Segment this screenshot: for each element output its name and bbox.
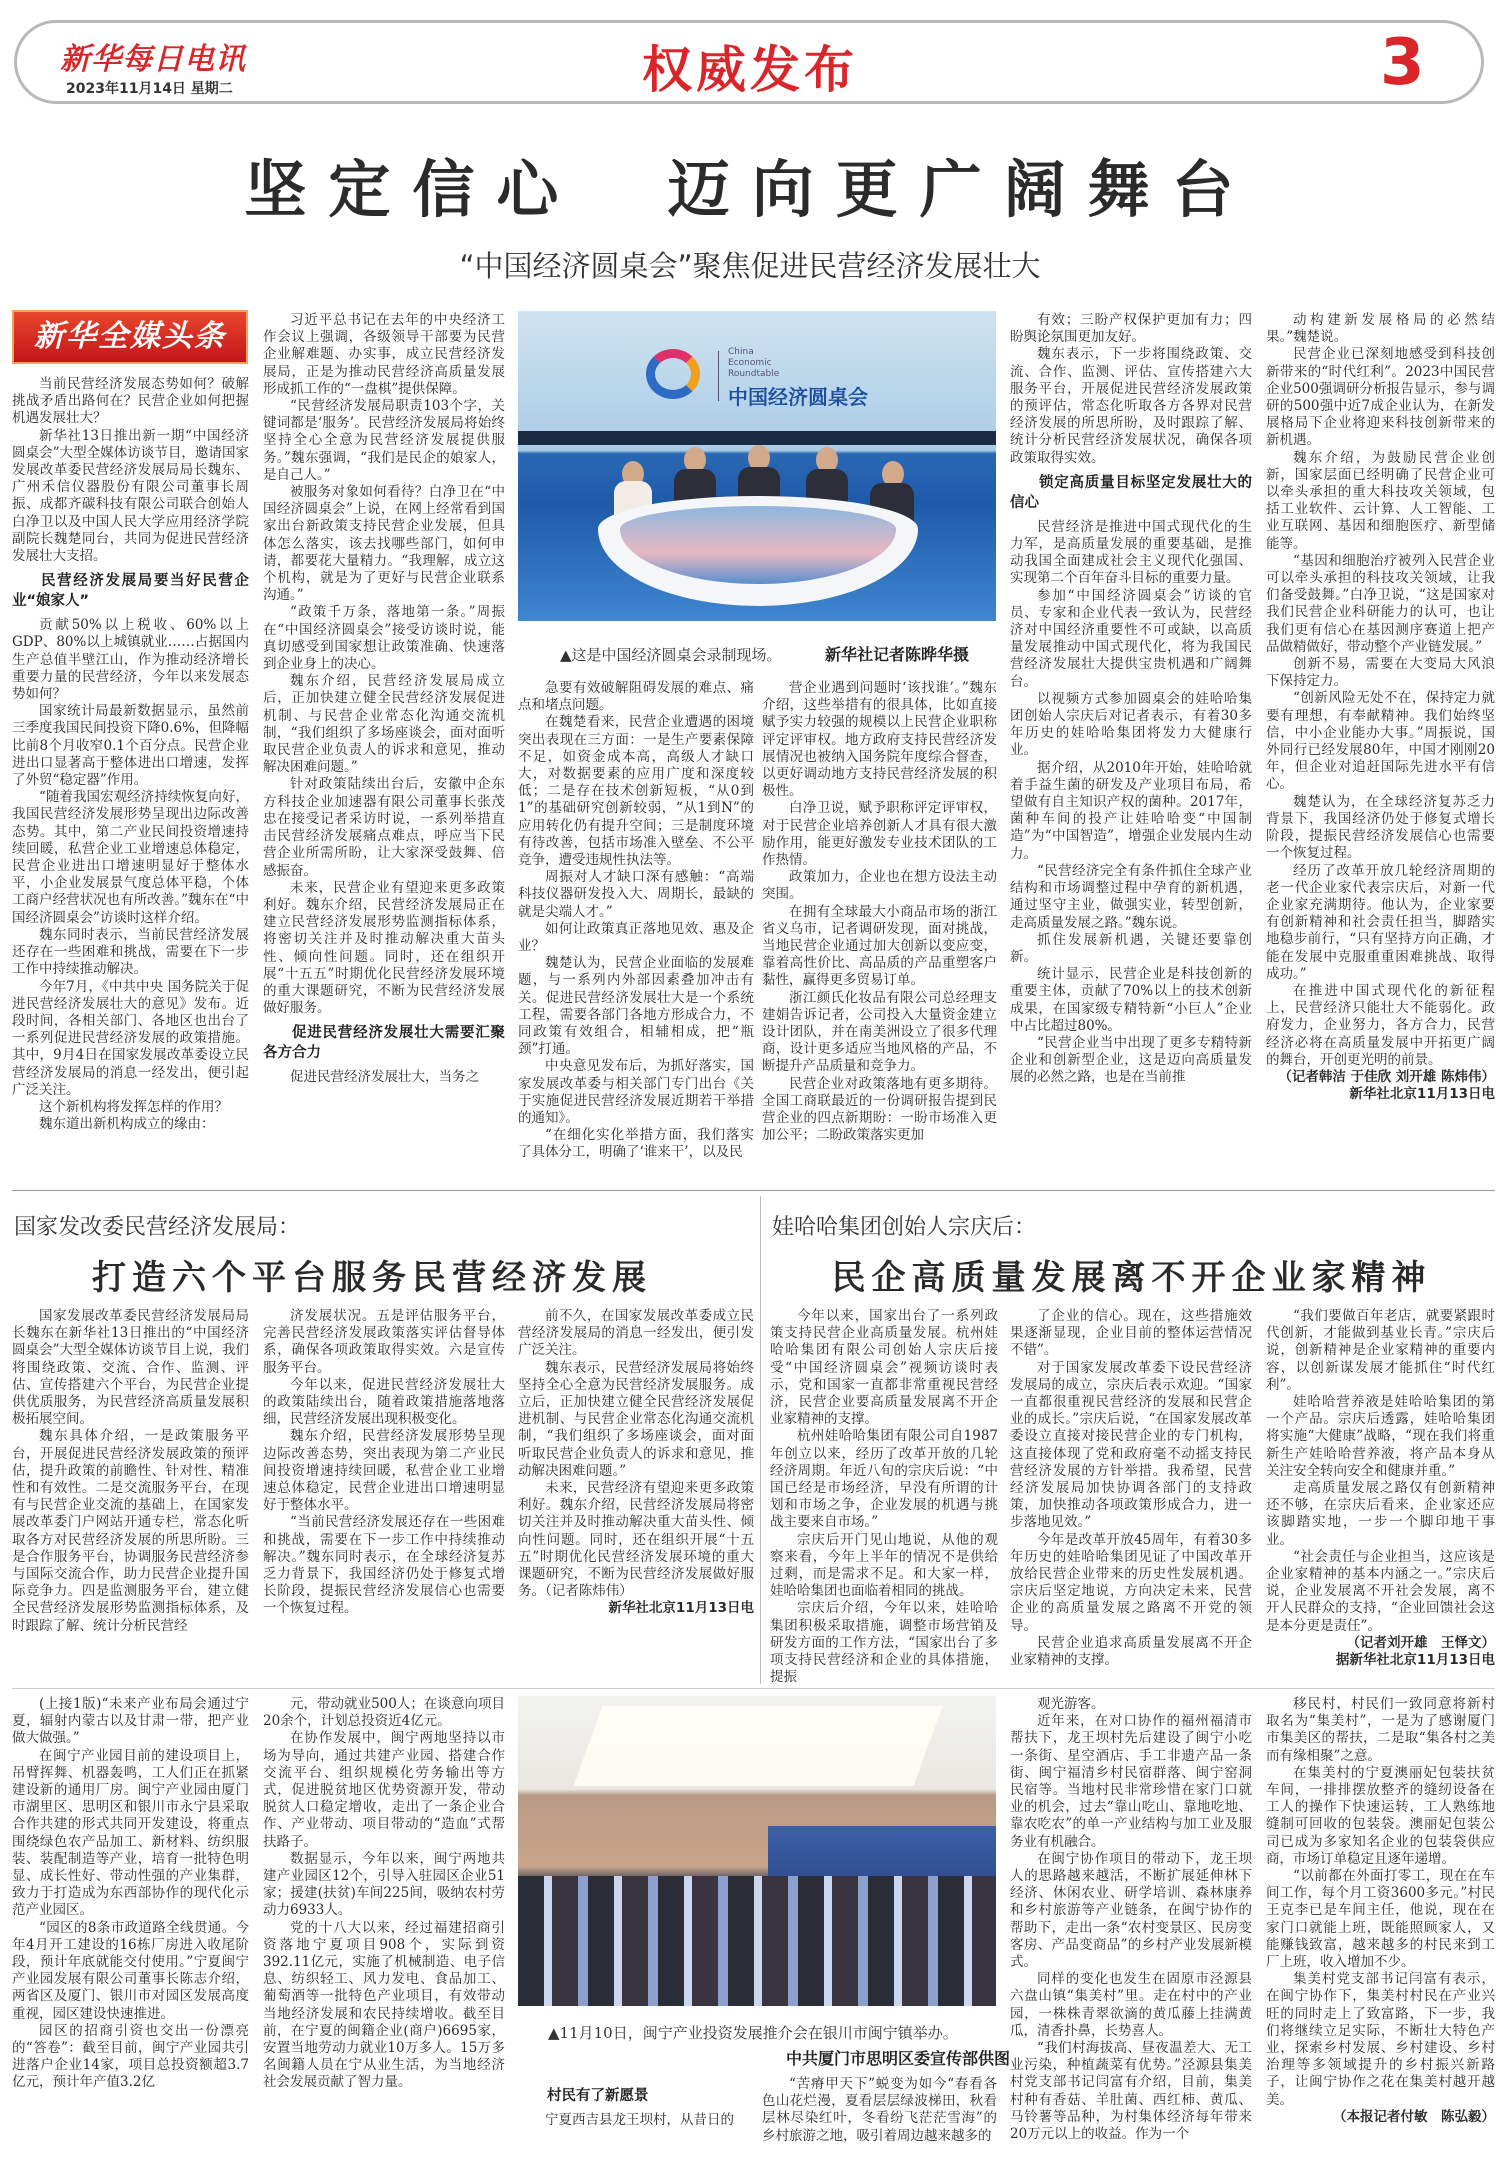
lower-column-6 bbox=[1266, 1696, 1495, 2126]
logo-en-1: China bbox=[728, 347, 754, 357]
paragraph: 在协作发展中，闽宁两地坚持以市场为导向，通过共建产业园、搭建合作交流平台、组织规模化劳务输出等方式，促进脱贫地区优势资源开发，带动脱贫人口稳定增收，走出了一条企业合作、产业带动、项目带动的“造血”式帮扶路子。 bbox=[263, 1730, 505, 1850]
paragraph: “民营企业当中出现了更多专精特新企业和创新型企业，这是迈向高质量发展的必然之路，也是在当前推 bbox=[1010, 1034, 1252, 1086]
paragraph: “基因和细胞治疗被列入民营企业可以牵头承担的科技攻关领域，让我们备受鼓舞。”白净卫说，“这是国家对我们民营企业科研能力的认可，也让我们更有信心在基因测序赛道上把产品做精做好，带动整个产业链发展。” bbox=[1266, 552, 1495, 655]
paragraph: 数据显示，今年以来，闽宁两地共建产业园区12个，引导入驻园区企业51家；援建(扶贫)车间225间，吸纳农村劳动力6933人。 bbox=[263, 1850, 505, 1919]
paragraph: 元，带动就业500人；在谈意向项目20余个，计划总投资近4亿元。 bbox=[263, 1696, 505, 1730]
paragraph: 未来，民营企业有望迎来更多政策利好。魏东介绍，民营经济发展局正在建立民营经济发展形势监测指标体系，将密切关注并及时推动解决重大苗头性、倾向性问题。同时，还在组织开展“十五五”时期优化民营经济发展环境的重大课题研究，不断为民营经济发展做好服务。 bbox=[263, 879, 505, 1017]
lead-column-6 bbox=[1266, 312, 1495, 1103]
photo-caption: ▲这是中国经济圆桌会录制现场。 bbox=[560, 646, 782, 664]
paragraph: 贡献50%以上税收、60%以上GDP、80%以上城镇就业……占据国内生产总值半壁江山，作为推动经济增长重要力量的民营经济，今年以来发展态势如何？ bbox=[12, 617, 249, 703]
paragraph: (上接1版)“未来产业布局会通过宁夏，辐射内蒙古以及甘肃一带，把产业做大做强。” bbox=[12, 1696, 249, 1747]
logo-en-3: Roundtable bbox=[728, 369, 780, 379]
byline: （本报记者付敏 陈弘毅） bbox=[1333, 2108, 1495, 2125]
paragraph: 被服务对象如何看待？白净卫在“中国经济圆桌会”上说，在网上经常看到国家出台新政策支持民营企业发展，但具体怎么落实，该去找哪些部门，如何申请，都要花大量精力。“我理解，成立这个机构，就是为了更好与民营企业联系沟通。” bbox=[263, 484, 505, 604]
left-article-column-1 bbox=[12, 1308, 249, 1635]
byline: （记者韩洁 于佳欣 刘开雄 陈炜伟）新华社北京11月13日电 bbox=[1278, 1068, 1495, 1103]
paragraph: 观光游客。 bbox=[1037, 1696, 1105, 1712]
paragraph: 据介绍，从2010年开始，娃哈哈就着手益生菌的研发及产业项目布局，希望做有自主知识产权的菌种。2017年，菌种车间的投产让娃哈哈变“中国制造”为“中国智造”，增强企业发展内生动力。 bbox=[1010, 759, 1252, 862]
paragraph: 在推进中国式现代化的新征程上，民营经济只能壮大不能弱化。政府发力，企业努力，各方合力，民营经济必将在高质量发展中开拓更广阔的舞台，开创更光明的前景。 bbox=[1266, 982, 1495, 1068]
paragraph: 济发展状况。五是评估服务平台，完善民营经济发展政策落实评估督导体系，确保各项政策取得实效。六是宣传服务平台。 bbox=[263, 1308, 505, 1376]
paragraph: 如何让政策真正落地见效、惠及企业？ bbox=[518, 920, 754, 955]
lead-column-5 bbox=[1010, 312, 1252, 1087]
paragraph: “民营经济发展局职责103个字，关键词都是‘服务’。民营经济发展局将始终坚持全心全意为民营经济发展提供服务。”魏东强调，“我们是民企的娘家人，是自己人。” bbox=[263, 398, 505, 483]
right-article-kicker: 娃哈哈集团创始人宗庆后： bbox=[772, 1215, 1037, 1240]
lower-column-2 bbox=[263, 1696, 505, 2092]
paragraph: “随着我国宏观经济持续恢复向好，我国民营经济发展形势呈现出边际改善态势。其中，第二产业民间投资增速持续回暖，私营企业工业增速总体稳定，民营企业进出口增速明显好于整体水平，小企业发展景气度总体平稳，个体工商户经营状况也有所改善。”魏东在“中国经济圆桌会”访谈时这样介绍。 bbox=[12, 789, 249, 926]
conference-photo-credit: 中共厦门市思明区委宣传部供图 bbox=[786, 2049, 1011, 2068]
paragraph: 民营企业对政策落地有更多期待。全国工商联最近的一份调研报告提到民营企业的四点新期盼：一盼市场准入更加公平；二盼政策落实更加 bbox=[762, 1075, 997, 1144]
paragraph: 中央意见发布后，为抓好落实，国家发展改革委与相关部门专门出台《关于实施促进民营经济发展近期若干举措的通知》。 bbox=[518, 1058, 754, 1127]
paragraph: 针对政策陆续出台后，安徽中企东方科技企业加速器有限公司董事长张茂忠在接受记者采访时说，一系列举措直击民营经济发展痛点难点，呼应当下民营企业所需所盼，让大家深受鼓舞、倍感振奋。 bbox=[263, 776, 505, 879]
paragraph: “苦瘠甲天下”蜕变为如今“春看各色山花烂漫，夏看层层绿波梯田，秋看层林尽染红叶，冬看纷飞茫茫雪海”的乡村旅游之地，吸引着周边越来越多的 bbox=[762, 2076, 997, 2144]
paragraph: 走高质量发展之路仅有创新精神还不够，在宗庆后看来，企业家还应该脚踏实地，一步一个脚印地干事业。 bbox=[1266, 1480, 1495, 1548]
section-title: 权威发布 bbox=[642, 40, 858, 99]
paragraph: 魏东介绍，民营经济发展局成立后，正加快建立健全民营经济发展促进机制、与民营企业常态化沟通交流机制，“我们组织了多场座谈会，面对面听取民营企业负责人的诉求和意见，推动解决困难问题。” bbox=[263, 673, 505, 776]
paragraph: 移民村，村民们一致同意将新村取名为“集美村”，一是为了感谢厦门市集美区的帮扶，二是取“集各村之美而有缘相聚”之意。 bbox=[1266, 1696, 1495, 1764]
paragraph: 浙江颜氏化妆品有限公司总经理支建娟告诉记者，公司投入大量资金建立设计团队，并在南美洲设立了很多代理商，设计更多适应当地风格的产品，不断提升产品质量和竞争力。 bbox=[762, 989, 997, 1075]
paragraph: 魏东介绍，民营经济发展形势呈现边际改善态势，突出表现为第二产业民间投资增速持续回暖，私营企业工业增速总体稳定，民营企业进出口增速明显好于整体水平。 bbox=[263, 1428, 505, 1514]
page-number: 3 bbox=[1380, 26, 1425, 100]
paragraph: 在魏楚看来，民营企业遭遇的困境突出表现在三方面：一是生产要素保障不足，如资金成本高，高级人才缺口大，对数据要素的应用广度和深度较低；二是存在技术创新短板，“从0到1”的基础研究创新较弱，“从1到N”的应用转化仍有提升空间；三是制度环境有待改善，包括市场准入壁垒、不公平竞争，遭受违规性执法等。 bbox=[518, 714, 754, 869]
paragraph: 急要有效破解阻碍发展的难点、痛点和堵点问题。 bbox=[518, 680, 754, 714]
paragraph: “民营经济完全有条件抓住全球产业结构和市场调整过程中孕育的新机遇，通过坚守主业，做强实业，转型创新，走高质量发展之路。”魏东说。 bbox=[1010, 862, 1252, 931]
paragraph: 新华社13日推出新一期“中国经济圆桌会”大型全媒体访谈节目，邀请国家发展改革委民营经济发展局局长魏东、广州禾信仪器股份有限公司董事长周振、成都齐碳科技有限公司联合创始人白净卫以及中国人民大学应用经济学院副院长魏楚同台，共同为促进民营经济发展壮大支招。 bbox=[12, 427, 249, 565]
paragraph: 周振对人才缺口深有感触：“高端科技仪器研发投入大、周期长，最缺的就是尖端人才。” bbox=[518, 869, 754, 920]
roundtable-logo-icon bbox=[646, 349, 700, 399]
paragraph: 参加“中国经济圆桌会”访谈的官员、专家和企业代表一致认为，民营经济对中国经济重要性不可或缺，以高质量发展推动中国式现代化，将为我国民营经济发展壮大提供宝贵机遇和广阔舞台。 bbox=[1010, 587, 1252, 690]
paragraph: “以前都在外面打零工，现在在车间工作，每个月工资3600多元。”村民王克李已是车间主任，他说，现在在家门口就能上班，既能照顾家人，又能赚钱致富，越来越多的村民来到工厂上班，收入增加不少。 bbox=[1266, 1868, 1495, 1971]
round-table bbox=[598, 496, 918, 606]
paragraph: 民营企业追求高质量发展离不开企业家精神的支撑。 bbox=[1010, 1634, 1252, 1669]
paragraph: “在细化实化举措方面，我们落实了具体分工，明确了‘谁来干’，以及民 bbox=[518, 1127, 754, 1161]
paragraph: 抓住发展新机遇，关键还要靠创新。 bbox=[1010, 931, 1252, 965]
paragraph: 园区的招商引资也交出一份漂亮的“答卷”：截至目前，闽宁产业园共引进落户企业14家，项目总投资额超3.7亿元，预计年产值3.2亿 bbox=[12, 2022, 249, 2091]
subheading: 民营经济发展局要当好民营企业“娘家人” bbox=[12, 573, 249, 610]
lead-column-2 bbox=[263, 312, 505, 1087]
paragraph: 了企业的信心。现在，这些措施效果逐渐显现，企业目前的整体运营情况不错”。 bbox=[1010, 1308, 1252, 1359]
left-article-title: 打造六个平台服务民营经济发展 bbox=[92, 1258, 652, 1298]
subheading: 村民有了新愿景 bbox=[547, 2088, 649, 2104]
paragraph: 营企业遇到问题时‘该找谁’。”魏东介绍，这些举措有的很具体，比如直接赋予实力较强的规模以上民营企业职称评定评审权。地方政府支持民营经济发展情况也被纳入国务院年度综合督查，以更好调动地方支持民营经济发展的积极性。 bbox=[762, 680, 997, 800]
paragraph: 民营企业已深刻地感受到科技创新带来的“时代红利”。2023中国民营企业500强调研分析报告显示，参与调研的500强中近7成企业认为，在新发展格局下企业将迎来科技创新带来的新机遇。 bbox=[1266, 346, 1495, 449]
paragraph: 同样的变化也发生在固原市泾源县六盘山镇“集美村”里。走在村中的产业园，一株株青翠欲滴的黄瓜藤上挂满黄瓜，清香扑鼻，长势喜人。 bbox=[1010, 1971, 1252, 2039]
subheading: 锁定高质量目标坚定发展壮大的信心 bbox=[1010, 474, 1252, 511]
paragraph: 前不久，在国家发展改革委成立民营经济发展局的消息一经发出，便引发广泛关注。 bbox=[518, 1308, 754, 1359]
paragraph: 党的十八大以来，经过福建招商引资落地宁夏项目908个，实际到资392.11亿元，实施了机械制造、电子信息、纺织轻工、风力发电、食品加工、葡萄酒等一批特色产业项目，有效带动当地经济发展和农民持续增收。截至目前，在宁夏的闽籍企业(商户)6695家，安置当地劳动力就业10万多人。15万多名闽籍人员在宁从业生活，为当地经济社会发展贡献了智力量。 bbox=[263, 1919, 505, 2091]
paragraph: 以视频方式参加圆桌会的娃哈哈集团创始人宗庆后对记者表示，有着30多年历史的娃哈哈集团将发力大健康行业。 bbox=[1010, 690, 1252, 759]
byline: （记者刘开雄 王怿文） bbox=[1346, 1634, 1495, 1651]
column-divider bbox=[760, 1196, 761, 1684]
photo-credit: 新华社记者陈晔华摄 bbox=[825, 645, 970, 664]
left-article-column-2 bbox=[263, 1308, 505, 1618]
lead-column-3 bbox=[518, 680, 754, 1162]
main-headline: 坚定信心 迈向更广阔舞台 bbox=[244, 153, 1256, 226]
byline: 据新华社北京11月13日电 bbox=[1335, 1652, 1495, 1669]
paragraph: 当前民营经济发展态势如何？破解挑战矛盾出路何在？民营企业如何把握机遇发展壮大？ bbox=[12, 376, 249, 427]
paragraph: 魏楚认为，民营企业面临的发展难题，与一系列内外部因素叠加冲击有关。促进民营经济发展壮大是一个系统工程，需要各部门各地方形成合力，不同政策有效组合，相辅相成，把“瓶颈”打通。 bbox=[518, 955, 754, 1058]
paragraph: 政策加力，企业也在想方设法主动突围。 bbox=[762, 869, 997, 903]
paragraph: 这个新机构将发挥怎样的作用？ bbox=[39, 1098, 228, 1115]
issue-date: 2023年11月14日 星期二 bbox=[66, 81, 233, 97]
paragraph: 今年以来，国家出台了一系列政策支持民营企业高质量发展。杭州娃哈哈集团有限公司创始人宗庆后接受“中国经济圆桌会”视频访谈时表示，党和国家一直都非常重视民营经济，民营企业要高质量发展离不开企业家精神的支撑。 bbox=[770, 1308, 998, 1428]
paragraph: “政策千万条，落地第一条。”周振在“中国经济圆桌会”接受访谈时说，能真切感受到国家想让政策准确、快速落到企业身上的决心。 bbox=[263, 604, 505, 673]
paragraph: 未来，民营经济有望迎来更多政策利好。魏东介绍，民营经济发展局将密切关注并及时推动解决重大苗头性、倾向性问题。同时，还在组织开展“十五五”时期优化民营经济发展环境的重大课题研究，不断为民营经济发展做好服务。（记者陈炜伟） bbox=[518, 1480, 754, 1600]
paragraph: 在拥有全球最大小商品市场的浙江省义乌市，记者调研发现，面对挑战，当地民营企业通过加大创新以变应变，靠着高性价比、高品质的产品重塑客户黏性，赢得更多贸易订单。 bbox=[762, 903, 997, 989]
paragraph: 习近平总书记在去年的中央经济工作会议上强调，各级领导干部要为民营企业解难题、办实事，成立民营经济发展局，正是为推动民营经济高质量发展形成抓工作的“一盘棋”提供保障。 bbox=[263, 312, 505, 397]
paragraph: 在闽宁产业园目前的建设项目上，吊臂挥舞、机器轰鸣，工人们正在抓紧建设新的通用厂房。闽宁产业园由厦门市湖里区、思明区和银川市永宁县采取合作共建的形式共同开发建设，将重点围绕绿色农产品加工、新材料、纺织服装、装配制造等产业，培育一批特色明显、成长性好、带动性强的产业集群，致力于打造成为东西部协作的现代化示范产业园区。 bbox=[12, 1747, 249, 1919]
paragraph: “我们要做百年老店，就要紧跟时代创新，才能做到基业长青。”宗庆后说，创新精神是企业家精神的重要内容，以创新谋发展才能抓住“时代红利”。 bbox=[1266, 1308, 1495, 1393]
paragraph: 国家统计局最新数据显示，虽然前三季度我国民间投资下降0.6%，但降幅比前8个月收窄0.1个百分点。民营企业进出口显著高于整体进出口增速，发挥了外贸“稳定器”作用。 bbox=[12, 703, 249, 789]
paragraph: 经历了改革开放几轮经济周期的老一代企业家代表宗庆后，对新一代企业家充满期待。他认为，企业家要有创新精神和社会责任担当，脚踏实地稳步前行，“只有坚持方向正确，才能在发展中克服重重困难挑战、取得成功。” bbox=[1266, 862, 1495, 982]
paragraph: 魏东具体介绍，一是政策服务平台，开展促进民营经济发展政策的预评估，提升政策的前瞻性、针对性、精准性和有效性。二是交流服务平台，在现有与民营企业交流的基础上，在国家发展改革委门户网站开通专栏，常态化听取各方对民营经济发展的所思所盼。三是合作服务平台，协调服务民营经济参与国际交流合作，助力民营企业提升国际竞争力。四是监测服务平台，建立健全民营经济发展形势监测指标体系，及时跟踪了解、统计分析民营经 bbox=[12, 1428, 249, 1634]
paragraph: 魏东表示，下一步将围绕政策、交流、合作、监测、评估、宣传搭建六大服务平台，开展促进民营经济发展政策的预评估，常态化听取各方各界对民营经济发展的所思所盼，及时跟踪了解、统计分析民营经济发展状况，确保各项政策取得实效。 bbox=[1010, 346, 1252, 466]
paragraph: 魏东同时表示，当前民营经济发展还存在一些困难和挑战，需要在下一步工作中持续推动解决。 bbox=[12, 926, 249, 978]
section-divider-lower bbox=[12, 1688, 1495, 1689]
paragraph: “当前民营经济发展还存在一些困难和挑战，需要在下一步工作中持续推动解决。”魏东同时表示，在全球经济复苏乏力背景下，我国经济仍处于修复式增长阶段，提振民营经济发展信心也需要一个恢复过程。 bbox=[263, 1514, 505, 1617]
paragraph: “园区的8条市政道路全线贯通。今年4月开工建设的16栋厂房进入收尾阶段，预计年底就能交付使用。”宁夏闽宁产业园发展有限公司董事长陈志介绍，两省区及厦门、银川市对园区发展高度重视，园区建设快速推进。 bbox=[12, 1919, 249, 2022]
paragraph: 对于国家发展改革委下设民营经济发展局的成立，宗庆后表示欢迎。“国家一直都很重视民营经济的发展和民营企业的成长。”宗庆后说，“在国家发展改革委设立直接对接民营企业的专门机构，这直接体现了党和政府毫不动摇支持民营经济发展的方针举措。我希望，民营经济发展局加快协调各部门的支持政策，加快推动各项政策形成合力，进一步落地见效。” bbox=[1010, 1359, 1252, 1531]
lead-column-4 bbox=[762, 680, 997, 1144]
section-divider bbox=[12, 1190, 1495, 1191]
paragraph: 杭州娃哈哈集团有限公司自1987年创立以来，经历了改革开放的几轮经济周期。年近八旬的宗庆后说：“中国已经是市场经济，早没有所谓的计划和市场之争，企业发展的机遇与挑战主要来自市场。” bbox=[770, 1428, 998, 1531]
paragraph: 有效；三盼产权保护更加有力；四盼舆论氛围更加友好。 bbox=[1010, 312, 1252, 346]
paragraph: 在集美村的宁夏澳丽妃包装扶贫车间，一排排摆放整齐的缝纫设备在工人的操作下快速运转，工人熟练地缝制可回收的包装袋。澳丽妃包装公司已成为多家知名企业的包装袋供应商，市场订单稳定且逐年递增。 bbox=[1266, 1764, 1495, 1867]
paragraph: 国家发展改革委民营经济发展局局长魏东在新华社13日推出的“中国经济圆桌会”大型全媒体访谈节目上说，我们将围绕政策、交流、合作、监测、评估、宣传搭建六个平台，为民营企业提供优质服务，为民营经济高质量发展积极拓展空间。 bbox=[12, 1308, 249, 1428]
right-article-column-1 bbox=[770, 1308, 998, 1686]
paragraph: 在闽宁协作项目的带动下，龙王坝人的思路越来越活，不断扩展延伸林下经济、休闲农业、研学培训、森林康养和乡村旅游等产业链条，在闽宁协作的帮助下，走出一条“农村变景区、民房变客房、产品变商品”的乡村产业发展新模式。 bbox=[1010, 1850, 1252, 1971]
right-article-column-2 bbox=[1010, 1308, 1252, 1669]
left-article-kicker: 国家发改委民营经济发展局： bbox=[14, 1215, 301, 1240]
paragraph: 今年以来，促进民营经济发展壮大的政策陆续出台，随着政策措施落地落细，民营经济发展出现积极变化。 bbox=[263, 1376, 505, 1428]
paragraph: “社会责任与企业担当，这应该是企业家精神的基本内涵之一。”宗庆后说，企业发展离不开社会发展，离不开人民群众的支持，“企业回馈社会这是本分更是责任”。 bbox=[1266, 1548, 1495, 1634]
lower-column-1 bbox=[12, 1696, 249, 2092]
paragraph: 今年7月，《中共中央 国务院关于促进民营经济发展壮大的意见》发布。近段时间，各相关部门、各地区也出台了一系列促进民营经济发展的政策措施。其中，9月4日在国家发展改革委设立民营经济发展局的消息一经发出，便引起广泛关注。 bbox=[12, 978, 249, 1098]
paragraph: 集美村党支部书记闫富有表示，在闽宁协作下，集美村村民在产业兴旺的同时走上了致富路，下一步，我们将继续立足实际，不断壮大特色产业，探索乡村发展、乡村建设、乡村治理等多领域提升的乡村振兴新路子，让闽宁协作之花在集美村越开越美。 bbox=[1266, 1971, 1495, 2108]
roundtable-photo bbox=[518, 311, 996, 621]
conference-photo-caption: ▲11月10日，闽宁产业投资发展推介会在银川市闽宁镇举办。 bbox=[548, 2024, 958, 2042]
paragraph: 动构建新发展格局的必然结果。”魏楚说。 bbox=[1266, 312, 1495, 346]
paragraph: 魏东介绍，为鼓励民营企业创新，国家层面已经明确了民营企业可以牵头承担的重大科技攻关领域，包括工业软件、云计算、人工智能、工业互联网、基因和细胞医疗、新型储能等。 bbox=[1266, 449, 1495, 552]
lead-column-1 bbox=[12, 376, 249, 1133]
byline: 新华社北京11月13日电 bbox=[608, 1600, 754, 1617]
paragraph: 统计显示，民营企业是科技创新的重要主体，贡献了70%以上的技术创新成果，在国家级专精特新“小巨人”企业中占比超过80%。 bbox=[1010, 966, 1252, 1034]
paragraph: 促进民营经济发展壮大，当务之 bbox=[290, 1069, 479, 1086]
paragraph: 今年是改革开放45周年，有着30多年历史的娃哈哈集团见证了中国改革开放给民营企业带来的历史性发展机遇。宗庆后坚定地说，方向决定未来，民营企业的高质量发展之路离不开党的领导。 bbox=[1010, 1531, 1252, 1634]
newspaper-logo: 新华每日电讯 bbox=[60, 42, 246, 77]
paragraph: 宁夏西吉县龙王坝村，从昔日的 bbox=[545, 2112, 734, 2128]
paragraph: 魏东道出新机构成立的缘由： bbox=[39, 1116, 215, 1133]
paragraph: 娃哈哈营养液是娃哈哈集团的第一个产品。宗庆后透露，娃哈哈集团将实施“大健康”战略，“现在我们将重新生产娃哈哈营养液，将产品本身从关注安全转向安全和健康并重。” bbox=[1266, 1394, 1495, 1479]
paragraph: “创新风险无处不在，保持定力就要有理想，有奉献精神。我们始终坚信，中小企业能办大事。”周振说，国外同行已经发展80年，中国才刚刚20年，但企业对追赶国际先进水平有信心。 bbox=[1266, 690, 1495, 793]
right-article-title: 民企高质量发展离不开企业家精神 bbox=[831, 1258, 1432, 1298]
paragraph: 创新不易，需要在大变局大风浪下保持定力。 bbox=[1266, 656, 1495, 690]
subheading: 促进民营经济发展壮大需要汇聚各方合力 bbox=[263, 1025, 505, 1062]
logo-en-2: Economic bbox=[728, 358, 772, 368]
right-article-column-3 bbox=[1266, 1308, 1495, 1669]
paragraph: 民营经济是推进中国式现代化的生力军，是高质量发展的重要基础，是推动我国全面建成社会主义现代化强国、实现第二个百年奋斗目标的重要力量。 bbox=[1010, 518, 1252, 587]
lower-column-3 bbox=[518, 2080, 754, 2129]
paragraph: 近年来，在对口协作的福州福清市帮扶下，龙王坝村先后建设了闽宁小吃一条街、星空酒店、手工非遗产品一条街、闽宁福清乡村民宿群落、闽宁窑洞民宿等。当地村民非常珍惜在家门口就业的机会，过去“靠山吃山、靠地吃地、靠农吃农”的单一产业结构与加工业及服务业有机融合。 bbox=[1010, 1713, 1252, 1850]
paragraph: 宗庆后介绍，今年以来，娃哈哈集团积极采取措施，调整市场营销及研发方面的工作方法，“国家出台了多项支持民营经济和企业的具体措施，提振 bbox=[770, 1600, 998, 1686]
paragraph: 宗庆后开门见山地说，从他的观察来看，今年上半年的情况不是供给过剩，而是需求不足。和大家一样，娃哈哈集团也面临着相同的挑战。 bbox=[770, 1531, 998, 1600]
xinhua-media-banner: 新华全媒头条 bbox=[12, 310, 248, 364]
main-subheadline: “中国经济圆桌会”聚焦促进民营经济发展壮大 bbox=[459, 249, 1041, 283]
lower-column-5 bbox=[1010, 1696, 1252, 2143]
conference-photo bbox=[518, 1696, 996, 2006]
paragraph: 魏东表示，民营经济发展局将始终坚持全心全意为民营经济发展服务。成立后，正加快建立健全民营经济发展促进机制、与民营企业常态化沟通交流机制，“我们组织了多场座谈会，面对面听取民营企业负责人的诉求和意见，推动解决困难问题。” bbox=[518, 1359, 754, 1479]
paragraph: 白净卫说，赋予职称评定评审权，对于民营企业培养创新人才具有很大激励作用，能更好激发专业技术团队的工作热情。 bbox=[762, 800, 997, 869]
lower-column-4 bbox=[762, 2076, 997, 2145]
paragraph: 魏楚认为，在全球经济复苏乏力背景下，我国经济仍处于修复式增长阶段，提振民营经济发展信心也需要一个恢复过程。 bbox=[1266, 793, 1495, 862]
paragraph: “我们村海拔高、昼夜温差大、无工业污染，种植蔬菜有优势。”泾源县集美村党支部书记闫富有介绍，目前，集美村种有香菇、羊肚菌、西红柿、黄瓜、马铃薯等品种，为村集体经济每年带来20万元以上的收益。作为一个 bbox=[1010, 2040, 1252, 2143]
logo-cn: 中国经济圆桌会 bbox=[728, 385, 868, 409]
left-article-column-3 bbox=[518, 1308, 754, 1618]
